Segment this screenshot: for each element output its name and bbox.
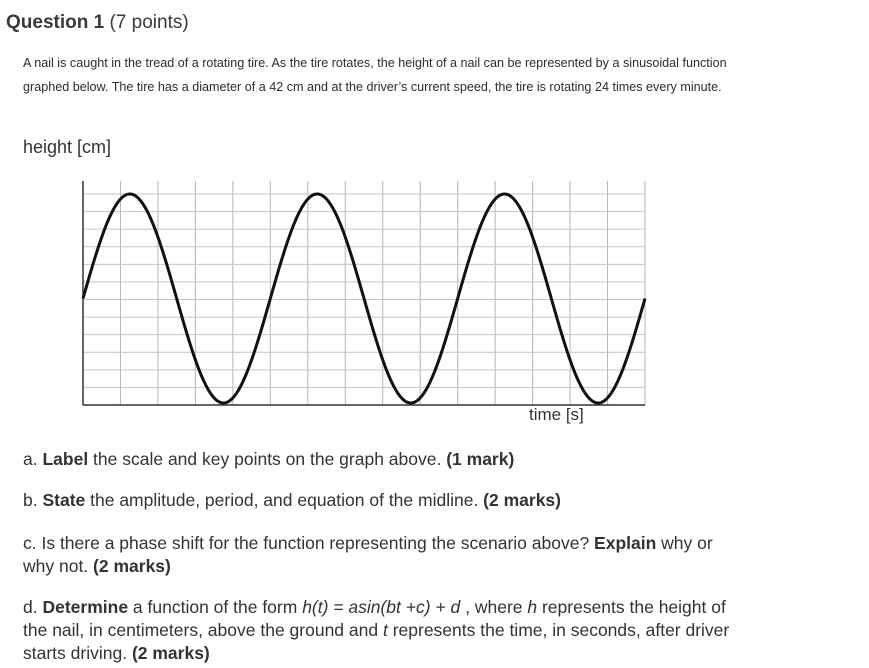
part-b-text: the amplitude, period, and equation of the midline.	[85, 490, 484, 510]
part-d-var-t: t	[382, 620, 388, 640]
question-title: Question 1	[6, 12, 105, 33]
part-b-marks: (2 marks)	[483, 490, 561, 510]
sinusoid-graph	[80, 178, 650, 410]
part-d-verb: Determine	[42, 597, 129, 617]
part-d-text-3: represents the height of the nail, in centimeters, above the ground and	[23, 597, 726, 640]
part-a-prefix: a.	[23, 449, 43, 469]
sinusoid-curve	[83, 194, 645, 403]
part-d-text-2: , where	[460, 597, 528, 617]
part-c-verb: Explain	[594, 533, 657, 553]
part-c-prefix: c. Is there a phase shift for the function representing the scenario above?	[23, 533, 595, 553]
question-intro: A nail is caught in the tread of a rotating tire. As the tire rotates, the height of a nail can be represented by a sinusoidal function graphed below. The tire has a diameter of a 42 cm and at the driver’s current speed, the tire is rotating 24 times every minute.	[23, 56, 727, 94]
part-a-marks: (1 mark)	[446, 449, 515, 469]
part-a-text: the scale and key points on the graph above.	[88, 449, 447, 469]
part-d-formula: h(t) = asin(bt +c) + d	[302, 597, 461, 617]
part-d	[23, 596, 733, 665]
part-c	[23, 532, 733, 578]
part-d-marks: (2 marks)	[131, 643, 210, 663]
part-d-var-h: h	[527, 597, 538, 617]
part-a-verb: Label	[42, 449, 89, 469]
question-points: (7 points)	[109, 12, 189, 33]
part-b	[23, 489, 733, 512]
part-b-prefix: b.	[23, 490, 43, 510]
x-axis-label: time [s]	[529, 405, 584, 424]
part-d-prefix: d.	[23, 597, 43, 617]
part-d-text-4: represents the time, in seconds, after driver starts driving.	[23, 620, 730, 663]
part-d-text-1: a function of the form	[128, 597, 303, 617]
question-header	[6, 12, 189, 34]
part-a	[23, 448, 733, 471]
part-c-marks: (2 marks)	[93, 556, 171, 576]
part-c-text: why or why not.	[23, 533, 713, 576]
part-b-verb: State	[42, 490, 86, 510]
y-axis-label: height [cm]	[23, 137, 112, 157]
